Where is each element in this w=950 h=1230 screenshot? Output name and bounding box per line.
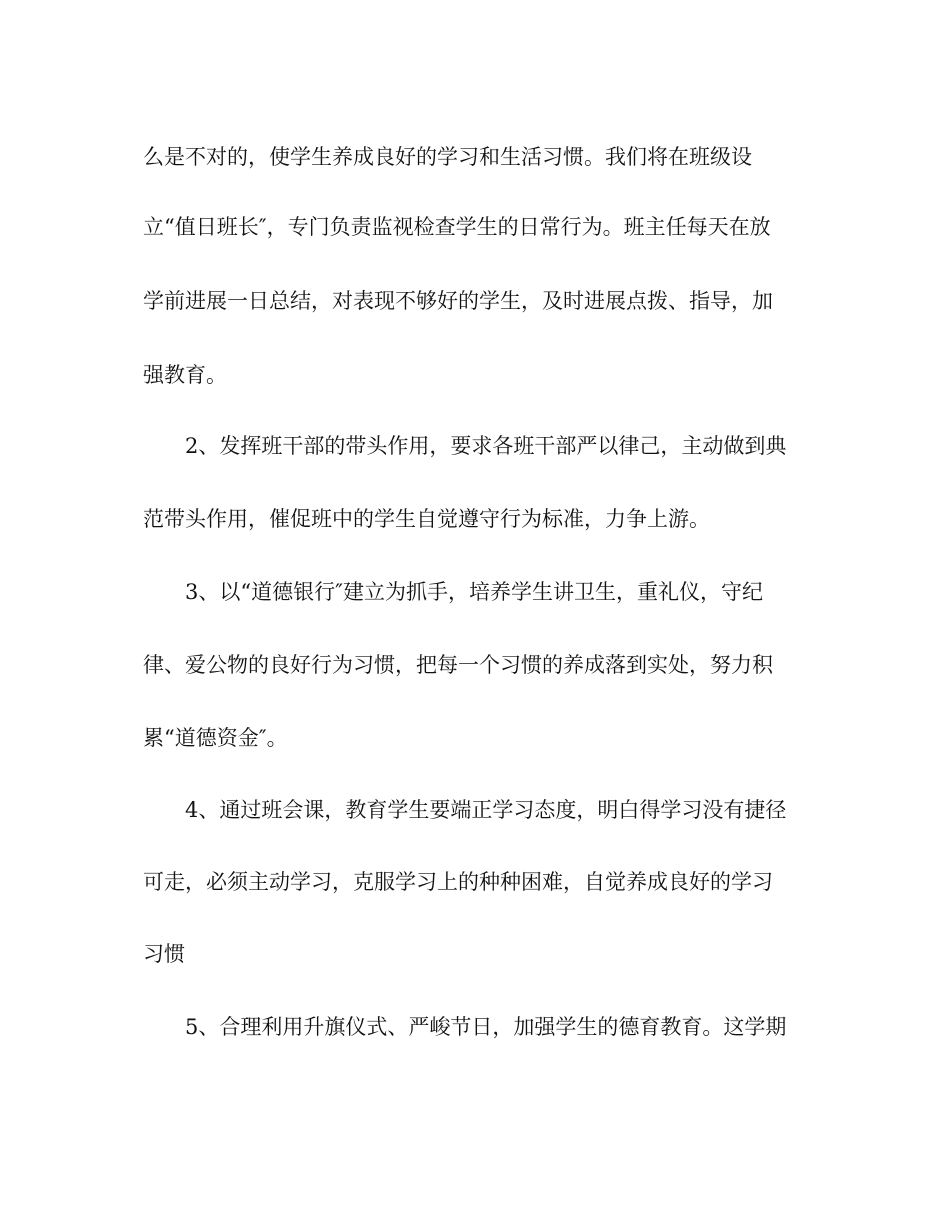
text-line: 习惯 xyxy=(143,942,185,966)
text-line: 立“值日班长″，专门负责监视检查学生的日常行为。班主任每天在放 xyxy=(143,215,771,239)
text-line: 律、爱公物的良好行为习惯，把每一个习惯的养成落到实处，努力积 xyxy=(143,653,773,677)
paragraph-4-line: 4、通过班会课，教育学生要端正学习态度，明白得学习没有捷径 xyxy=(185,798,787,822)
text-line: 学前进展一日总结，对表现不够好的学生，及时进展点拨、指导，加 xyxy=(143,289,773,313)
text-line: 范带头作用，催促班中的学生自觉遵守行为标准，力争上游。 xyxy=(143,507,710,531)
paragraph-5-line: 5、合理利用升旗仪式、严峻节日，加强学生的德育教育。这学期 xyxy=(185,1015,787,1039)
text-line: 强教育。 xyxy=(143,363,227,387)
paragraph-2-line: 2、发挥班干部的带头作用，要求各班干部严以律己，主动做到典 xyxy=(185,434,787,458)
paragraph-3-line: 3、以“道德银行″建立为抓手，培养学生讲卫生，重礼仪，守纪 xyxy=(185,580,763,604)
text-line: 累“道德资金″。 xyxy=(143,726,288,750)
text-line: 么是不对的，使学生养成良好的学习和生活习惯。我们将在班级设 xyxy=(143,145,752,169)
text-line: 可走，必须主动学习，克服学习上的种种困难，自觉养成良好的学习 xyxy=(143,870,773,894)
